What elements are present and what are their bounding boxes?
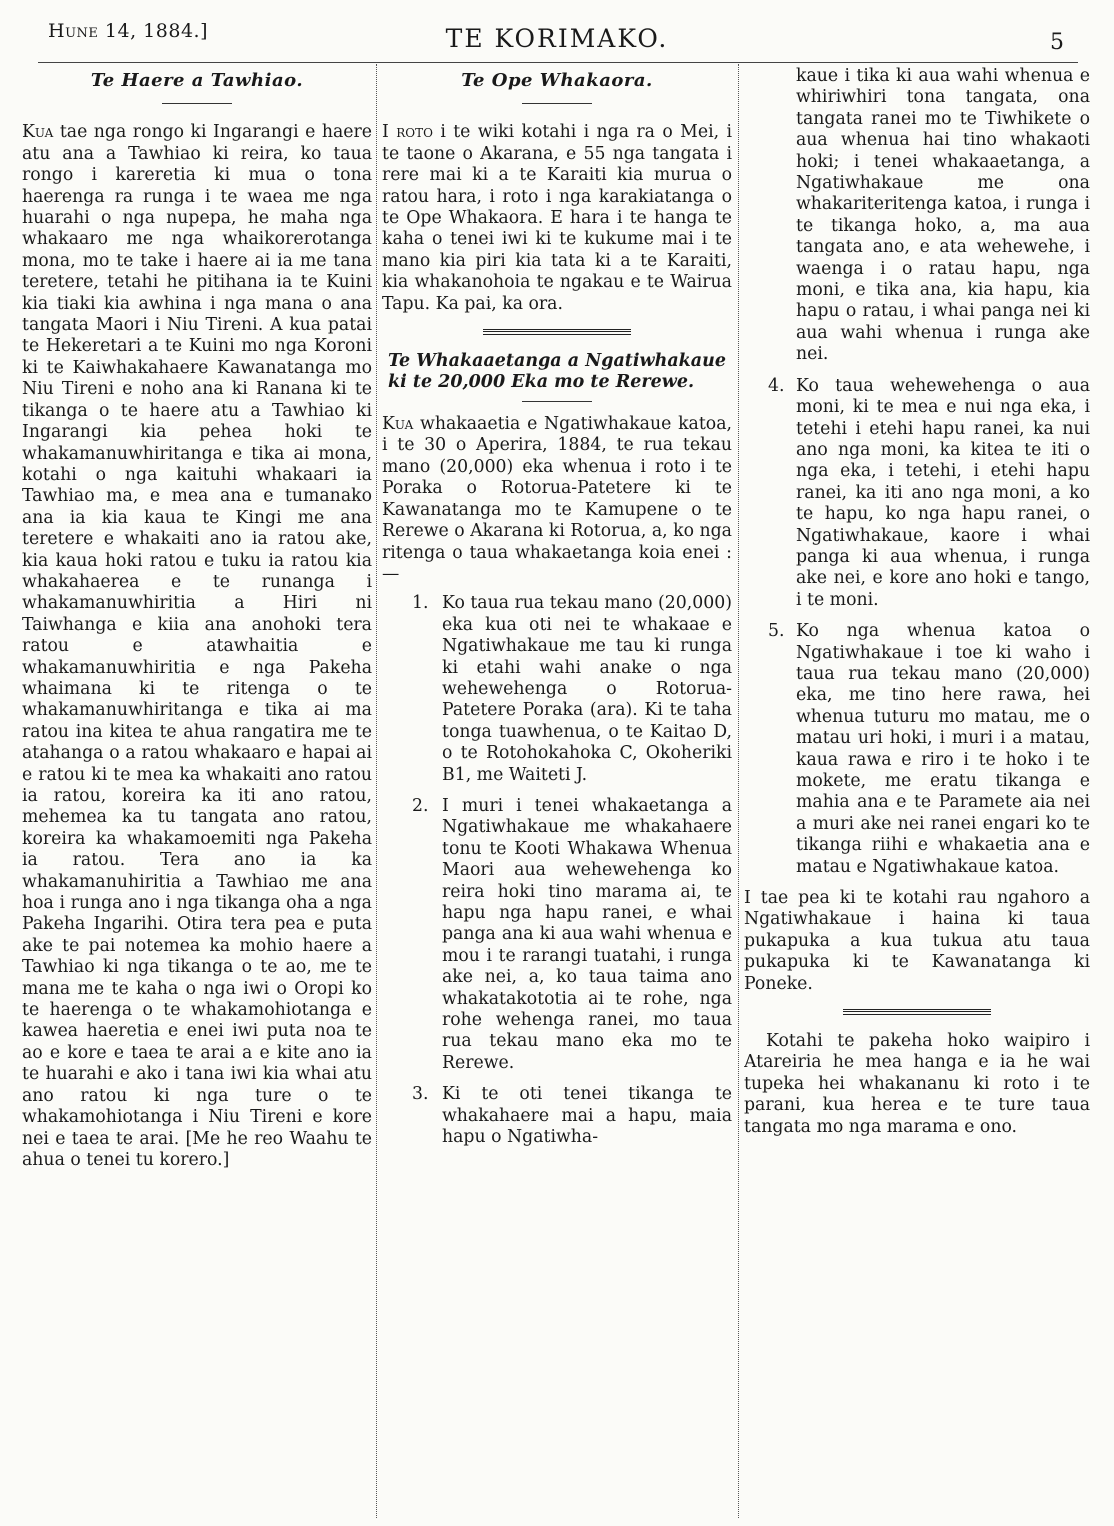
heading-rule — [162, 103, 232, 104]
article-text: whakaaetia e Ngatiwhakaue katoa, i te 30 o Aperira, 1884, te rua tekau mano (20,000) eka whenua i roto i te Poraka o Rotorua-Patetere ki te Kawanatanga mo te Kamupene o te Rerewe o Akarana ki Rotorua, a, ko nga ritenga o taua whakaetanga koia enei :— — [382, 414, 732, 584]
article-heading-ope: Te Ope Whakaora. — [461, 70, 653, 91]
item-number: 3. — [412, 1084, 429, 1105]
item-3-continuation: kaue i tika ki aua wahi whenua e whiriwhiri tona tangata, ona tangata ranei mo te Tiwhikete o aua whenua hai tino whakaoti hoki; i tenei whakaaetanga, a Ngatiwhakaue me ona whakariteritenga katoa, i runga i te tikanga hoko, a, ma aua tangata ano, e ata wehewehe, i waenga i o ratau hapu, nga moni, e tika ana, kia hapu, kia hapu o ratau, i whai panga nei ki aua wahi whenua i runga ake nei. — [796, 66, 1090, 365]
list-item — [744, 621, 1090, 878]
item-number: 5. — [768, 621, 785, 642]
article-text: tae nga rongo ki Ingarangi e haere atu ana a Tawhiao ki reira, ko taua rongo i kareretia ki mua o tona haerenga ra runga i te waea me nga huarahi o nga nupepa, he maha nga whakaaro me nga whaikorerotanga mona, mo te take i haere ai ia me tana teretere, tetahi he pitihana ia te Kuini kia tiaki kia awhina i nga mana o ana tangata Maori i Niu Tireni. A kua patai te Hekeretari a te Kuini mo nga Koroni ki te Kaiwhakahaere Kawanatanga mo Niu Tireni e noho ana ki Ranana ki te tikanga o te haere atu a Tawhiao ki Ingarangi kia pehea hoki te whakamanuwhiritanga e tika ai mona, kotahi o nga kaituhi whakaari ia Tawhiao ma, e mea ana e tumanako ana ia kia kaua te Kingi me ana teretere e whakaiti ano ia ratou ake, kia kaua hoki ratou e tuku ia ratou kia whakahaerea e te runanga i whakamanuwhiritia a Hiri ni Taiwhanga e kiia ana anohoki tera ratou e atawhaitia e whakamanuwhiritia e nga Pakeha whaimana ki te ritenga o te whakamanuwhiritanga e tika ai ma ratou ina kitea te ahua rangatira me te atahanga o a ratou whakaaro e hapai ai e ratou ki te mea ka whakaiti ano ratou ia ratou, koreira ka iti ano ratou, mehemea ka tu tangata ano ratou, koreira ka whakamoemiti nga Pakeha ia ratou. Tera ano ia ka whakamanuhiritia a Tawhiao me ana hoa i runga ano i nga tikanga oha a nga Pakeha Ingarihi. Otira tera pea e puta ake te pai notemea ka mohio haere a Tawhiao ki nga tikanga o te ao, me te mana me te kaha o nga iwi o Oropi ko te haerenga o te whakamohiotanga e kawea haeretia e enei iwi puta noa te ao e kore e taea te arai a e kite ano ia te huarahi e ako i tana iwi kia whai atu ano ratou ki nga ture o te whakamohiotanga i Niu Tireni e kore nei e taea te arai. [Me he reo Waahu te ahua o tenei tu korero.] — [22, 122, 372, 1170]
lead-word: Kua — [22, 122, 54, 143]
column-divider-1 — [376, 64, 377, 1518]
section-separator — [483, 329, 631, 335]
column-1 — [22, 66, 372, 1518]
closing-paragraph: I tae pea ki te kotahi rau ngahoro a Ngatiwhakaue i haina ki taua pukapuka a kua tukua atu taua pukapuka ki te Kawanatanga ki Poneke. — [744, 888, 1090, 994]
list-item — [382, 796, 732, 1074]
item-text: Ki te oti tenei tikanga te whakahaere mai a hapu, maia hapu o Ngatiwha- — [442, 1084, 732, 1148]
issue-date: Hune 14, 1884.] — [48, 20, 208, 42]
column-2 — [382, 66, 732, 1518]
section-separator — [843, 1009, 991, 1015]
article-body-ope — [382, 122, 732, 315]
heading-rule — [522, 103, 592, 104]
newspaper-title: TE KORIMAKO. — [445, 24, 669, 53]
item-number: 1. — [412, 593, 429, 614]
item-number: 2. — [412, 795, 429, 816]
article-heading-tawhiao: Te Haere a Tawhiao. — [90, 70, 304, 91]
notice-paragraph: Kotahi te pakeha hoko waipiro i Atareiria he mea hanga e ia he wai tupeka hei whakananu ki roto i te parani, kua herea e te ture taua tangata mo nga marama e ono. — [744, 1031, 1090, 1137]
item-text: I muri i tenei whakaetanga a Ngatiwhakaue me whakahaere tonu te Kooti Whakawa Whenua Maori aua wehewehenga ko reira hoki tino marama ai, te hapu nga hapu ranei, e whai panga ana ki aua wahi whenua e mou i te rarangi tuatahi, i runga ake nei, a, ko taua taima ano whakatakototia ai te rohe, nga rohe wehenga ranei, mo taua rua tekau mano eka mo te Rerewe. — [442, 795, 732, 1073]
item-number: 4. — [768, 375, 785, 396]
masthead — [0, 0, 1114, 62]
article-body-whakaaetanga — [382, 414, 732, 585]
conditions-list — [382, 593, 732, 1148]
column-divider-2 — [738, 64, 739, 1518]
item-text: Ko nga whenua katoa o Ngatiwhakaue i toe ki waho i taua rua tekau mano (20,000) eka, me tino here rawa, hei whenua tuturu mo matau, me o matau uri hoki, i muri i a matau, kaua rawa e riro i te hoko i te mokete, me eratu tikanga e mahia ana e te Paramete aia nei a muri ake nei ranei engari ko te tikanga riihi e whakaetia ana e matau e Ngatiwhakaue katoa. — [796, 621, 1090, 877]
masthead-rule — [38, 62, 1078, 63]
heading-rule — [522, 401, 592, 402]
article-body-tawhiao — [22, 122, 372, 1171]
article-text: i te wiki kotahi i nga ra o Mei, i te taone o Akarana, e 55 nga tangata i rere mai ki a te Karaiti kia murua o ratou hara, i roto i nga karakiatanga o te Ope Whakaora. E hara i te hanga te kaha o tenei iwi ki te kukume mai i te mano kia piri kia tata ki a te Karaiti, kia whakanohoia te ngakau e te Wairua Tapu. Ka pai, ka ora. — [382, 122, 732, 314]
item-text: Ko taua wehewehenga o aua moni, ki te mea e nui nga eka, i tetehi i etehi hapu ranei, ka nui ano nga moni, ka kitea te iti o nga eka, i tetehi, i etehi hapu ranei, ka iti ano nga moni, a ko te hapu, ko nga hapu ranei, o Ngatiwhakaue, kaore i whai panga ki aua whenua, i runga ake nei, e kore ano hoki e tango, i te moni. — [796, 375, 1090, 610]
list-item — [744, 376, 1090, 611]
item-text: Ko taua rua tekau mano (20,000) eka kua oti nei te whakaae e Ngatiwhakaue me tau ki runga ki etahi wahi anake o nga wehewehenga o Rotorua-Patetere Poraka (ara). Ki te taha tonga tuawhenua, o te Kaitao D, o te Rotohokahoka C, Okoheriki B1, me Waiteti J. — [442, 593, 732, 785]
lead-word: I roto — [382, 122, 433, 143]
list-item — [382, 1084, 732, 1148]
conditions-list-continued — [744, 376, 1090, 878]
list-item — [382, 593, 732, 786]
page-number: 5 — [1050, 30, 1064, 55]
article-heading-whakaaetanga: Te Whakaaetanga a Ngatiwhakaue ki te 20,000 Eka mo te Rerewe. — [388, 351, 726, 393]
column-3 — [744, 66, 1090, 1518]
lead-word: Kua — [382, 414, 414, 435]
